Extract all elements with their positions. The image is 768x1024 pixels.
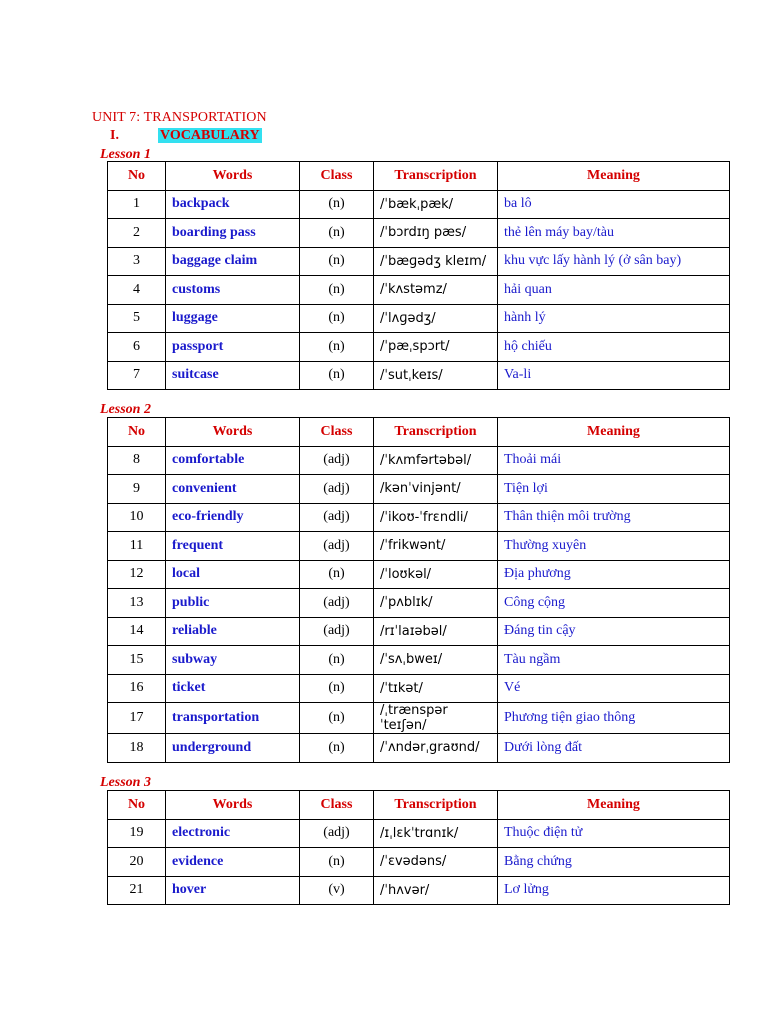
word-class: (adj) bbox=[300, 617, 374, 646]
header-transcription: Transcription bbox=[374, 418, 498, 447]
vocab-word: electronic bbox=[166, 819, 300, 848]
header-no: No bbox=[108, 162, 166, 191]
header-class: Class bbox=[300, 791, 374, 820]
meaning: Thuộc điện tử bbox=[498, 819, 730, 848]
lesson-title: Lesson 1 bbox=[100, 147, 151, 162]
transcription: /ˈkʌstəmz/ bbox=[374, 276, 498, 305]
word-class: (n) bbox=[300, 190, 374, 219]
transcription: /ˈlʌɡədʒ/ bbox=[374, 304, 498, 333]
vocab-word: underground bbox=[166, 734, 300, 763]
vocab-word: passport bbox=[166, 333, 300, 362]
header-meaning: Meaning bbox=[498, 791, 730, 820]
meaning: Thân thiện môi trường bbox=[498, 503, 730, 532]
vocab-word: public bbox=[166, 589, 300, 618]
word-class: (v) bbox=[300, 876, 374, 905]
word-class: (n) bbox=[300, 333, 374, 362]
word-class: (adj) bbox=[300, 475, 374, 504]
word-class: (n) bbox=[300, 646, 374, 675]
table-row bbox=[108, 819, 730, 848]
row-number: 2 bbox=[108, 219, 166, 248]
transcription: /ˈʌndərˌgraʊnd/ bbox=[374, 734, 498, 763]
row-number: 16 bbox=[108, 674, 166, 703]
row-number: 4 bbox=[108, 276, 166, 305]
header-class: Class bbox=[300, 162, 374, 191]
word-class: (adj) bbox=[300, 532, 374, 561]
meaning: hành lý bbox=[498, 304, 730, 333]
transcription: /kənˈvinjənt/ bbox=[374, 475, 498, 504]
header-no: No bbox=[108, 418, 166, 447]
row-number: 13 bbox=[108, 589, 166, 618]
lesson-title: Lesson 2 bbox=[100, 402, 151, 417]
meaning: Dưới lòng đất bbox=[498, 734, 730, 763]
row-number: 15 bbox=[108, 646, 166, 675]
meaning: thẻ lên máy bay/tàu bbox=[498, 219, 730, 248]
row-number: 14 bbox=[108, 617, 166, 646]
table-row bbox=[108, 247, 730, 276]
meaning: ba lô bbox=[498, 190, 730, 219]
transcription: /ˈsutˌkeɪs/ bbox=[374, 361, 498, 390]
meaning: Thoải mái bbox=[498, 446, 730, 475]
header-transcription: Transcription bbox=[374, 162, 498, 191]
transcription: /ˈbæɡədʒ kleɪm/ bbox=[374, 247, 498, 276]
table-row bbox=[108, 560, 730, 589]
row-number: 17 bbox=[108, 703, 166, 734]
row-number: 6 bbox=[108, 333, 166, 362]
transcription: /ˈtɪkət/ bbox=[374, 674, 498, 703]
vocab-word: hover bbox=[166, 876, 300, 905]
word-class: (n) bbox=[300, 734, 374, 763]
transcription: /ˈsʌˌbweɪ/ bbox=[374, 646, 498, 675]
row-number: 1 bbox=[108, 190, 166, 219]
meaning: Công cộng bbox=[498, 589, 730, 618]
vocab-word: subway bbox=[166, 646, 300, 675]
section-heading bbox=[110, 128, 262, 144]
meaning: Tàu ngầm bbox=[498, 646, 730, 675]
table-row bbox=[108, 646, 730, 675]
row-number: 11 bbox=[108, 532, 166, 561]
meaning: Đáng tin cậy bbox=[498, 617, 730, 646]
table-row bbox=[108, 532, 730, 561]
word-class: (n) bbox=[300, 703, 374, 734]
table-row bbox=[108, 190, 730, 219]
section-title: VOCABULARY bbox=[160, 128, 260, 143]
row-number: 8 bbox=[108, 446, 166, 475]
transcription: /ˈbækˌpæk/ bbox=[374, 190, 498, 219]
row-number: 9 bbox=[108, 475, 166, 504]
vocab-word: ticket bbox=[166, 674, 300, 703]
transcription: /ɪˌlɛkˈtrɑnɪk/ bbox=[374, 819, 498, 848]
table-row bbox=[108, 876, 730, 905]
header-no: No bbox=[108, 791, 166, 820]
row-number: 19 bbox=[108, 819, 166, 848]
transcription: /ˈɛvədəns/ bbox=[374, 848, 498, 877]
vocab-word: comfortable bbox=[166, 446, 300, 475]
word-class: (adj) bbox=[300, 819, 374, 848]
table-row bbox=[108, 734, 730, 763]
header-meaning: Meaning bbox=[498, 418, 730, 447]
word-class: (n) bbox=[300, 848, 374, 877]
vocab-word: boarding pass bbox=[166, 219, 300, 248]
vocab-word: luggage bbox=[166, 304, 300, 333]
table-row bbox=[108, 304, 730, 333]
transcription: /ˈpæˌspɔrt/ bbox=[374, 333, 498, 362]
row-number: 20 bbox=[108, 848, 166, 877]
transcription: /ˈhʌvər/ bbox=[374, 876, 498, 905]
transcription: /ˈikoʊ-ˈfrɛndli/ bbox=[374, 503, 498, 532]
meaning: khu vực lấy hành lý (ở sân bay) bbox=[498, 247, 730, 276]
section-number: I. bbox=[110, 128, 119, 143]
row-number: 12 bbox=[108, 560, 166, 589]
word-class: (n) bbox=[300, 560, 374, 589]
vocabulary-table bbox=[107, 417, 730, 763]
meaning: hải quan bbox=[498, 276, 730, 305]
meaning: Phương tiện giao thông bbox=[498, 703, 730, 734]
word-class: (n) bbox=[300, 304, 374, 333]
meaning: Bằng chứng bbox=[498, 848, 730, 877]
vocab-word: suitcase bbox=[166, 361, 300, 390]
transcription: /ˈkʌmfərtəbəl/ bbox=[374, 446, 498, 475]
table-row bbox=[108, 703, 730, 734]
word-class: (adj) bbox=[300, 503, 374, 532]
table-row bbox=[108, 219, 730, 248]
transcription: /ˈfrikwənt/ bbox=[374, 532, 498, 561]
table-row bbox=[108, 333, 730, 362]
vocab-word: evidence bbox=[166, 848, 300, 877]
transcription: /ˈbɔrdɪŋ pæs/ bbox=[374, 219, 498, 248]
row-number: 3 bbox=[108, 247, 166, 276]
meaning: Vé bbox=[498, 674, 730, 703]
vocab-word: customs bbox=[166, 276, 300, 305]
meaning: Va-li bbox=[498, 361, 730, 390]
vocabulary-table bbox=[107, 790, 730, 905]
vocabulary-table bbox=[107, 161, 730, 390]
row-number: 21 bbox=[108, 876, 166, 905]
table-row bbox=[108, 674, 730, 703]
word-class: (n) bbox=[300, 276, 374, 305]
word-class: (n) bbox=[300, 674, 374, 703]
header-meaning: Meaning bbox=[498, 162, 730, 191]
header-transcription: Transcription bbox=[374, 791, 498, 820]
header-words: Words bbox=[166, 162, 300, 191]
table-row bbox=[108, 503, 730, 532]
unit-title: UNIT 7: TRANSPORTATION bbox=[92, 110, 267, 125]
vocab-word: reliable bbox=[166, 617, 300, 646]
transcription: /ˈloʊkəl/ bbox=[374, 560, 498, 589]
header-words: Words bbox=[166, 791, 300, 820]
table-row bbox=[108, 446, 730, 475]
header-class: Class bbox=[300, 418, 374, 447]
meaning: Lơ lửng bbox=[498, 876, 730, 905]
vocab-word: frequent bbox=[166, 532, 300, 561]
row-number: 10 bbox=[108, 503, 166, 532]
word-class: (adj) bbox=[300, 446, 374, 475]
transcription: /ˈpʌblɪk/ bbox=[374, 589, 498, 618]
meaning: Thường xuyên bbox=[498, 532, 730, 561]
table-row bbox=[108, 589, 730, 618]
vocab-word: local bbox=[166, 560, 300, 589]
vocab-word: baggage claim bbox=[166, 247, 300, 276]
word-class: (n) bbox=[300, 361, 374, 390]
table-row bbox=[108, 276, 730, 305]
vocab-word: eco-friendly bbox=[166, 503, 300, 532]
word-class: (adj) bbox=[300, 589, 374, 618]
table-row bbox=[108, 848, 730, 877]
header-words: Words bbox=[166, 418, 300, 447]
meaning: Địa phương bbox=[498, 560, 730, 589]
table-row bbox=[108, 617, 730, 646]
vocab-word: backpack bbox=[166, 190, 300, 219]
row-number: 5 bbox=[108, 304, 166, 333]
word-class: (n) bbox=[300, 247, 374, 276]
word-class: (n) bbox=[300, 219, 374, 248]
vocab-word: transportation bbox=[166, 703, 300, 734]
transcription: /ˌtrænspərˈteɪʃən/ bbox=[374, 703, 498, 734]
row-number: 7 bbox=[108, 361, 166, 390]
table-row bbox=[108, 475, 730, 504]
vocab-word: convenient bbox=[166, 475, 300, 504]
row-number: 18 bbox=[108, 734, 166, 763]
lesson-title: Lesson 3 bbox=[100, 775, 151, 790]
meaning: Tiện lợi bbox=[498, 475, 730, 504]
table-row bbox=[108, 361, 730, 390]
transcription: /rɪˈlaɪəbəl/ bbox=[374, 617, 498, 646]
meaning: hộ chiếu bbox=[498, 333, 730, 362]
